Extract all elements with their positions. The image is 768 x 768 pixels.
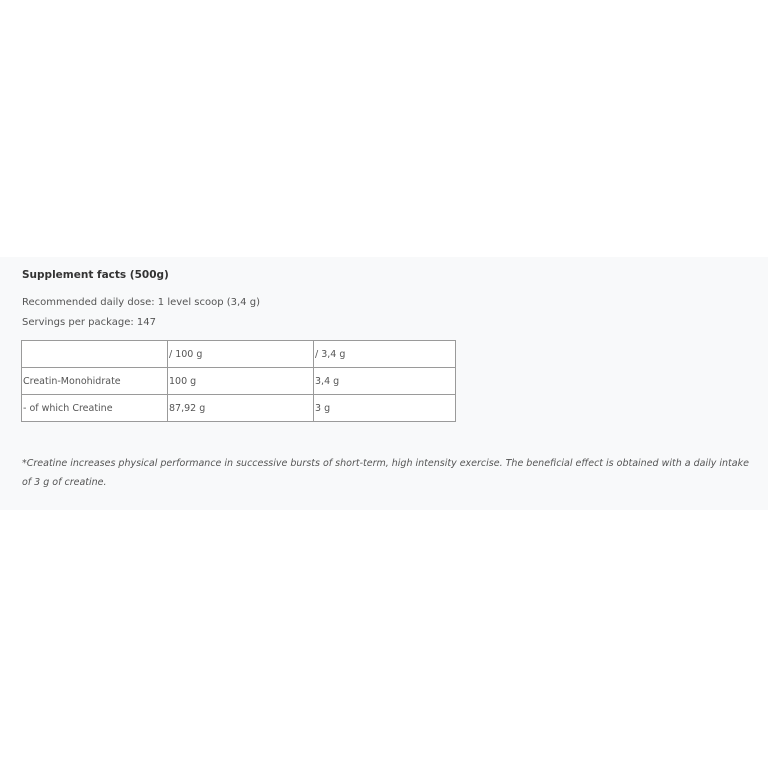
supplement-facts-panel — [0, 257, 768, 510]
supplement-facts-title: Supplement facts (500g) — [22, 269, 169, 281]
table-header-row — [22, 341, 456, 368]
supplement-facts-table — [21, 340, 456, 422]
table-row — [22, 395, 456, 422]
table-cell: 3 g — [314, 395, 456, 422]
table-header-cell — [22, 341, 168, 368]
table-cell: 100 g — [168, 368, 314, 395]
table-cell: Creatin-Monohidrate — [22, 368, 168, 395]
table-cell: 87,92 g — [168, 395, 314, 422]
table-header-cell: / 3,4 g — [314, 341, 456, 368]
table-cell: - of which Creatine — [22, 395, 168, 422]
table-header-cell: / 100 g — [168, 341, 314, 368]
table-cell: 3,4 g — [314, 368, 456, 395]
creatine-footnote: *Creatine increases physical performance in successive bursts of short-term, high intensity exercise. The beneficial effect is obtained with a daily intake of 3 g of creatine. — [22, 458, 749, 488]
servings-text: Servings per package: 147 — [22, 317, 157, 328]
table-row — [22, 368, 456, 395]
recommended-dose-text: Recommended daily dose: 1 level scoop (3,4 g) — [22, 297, 260, 308]
